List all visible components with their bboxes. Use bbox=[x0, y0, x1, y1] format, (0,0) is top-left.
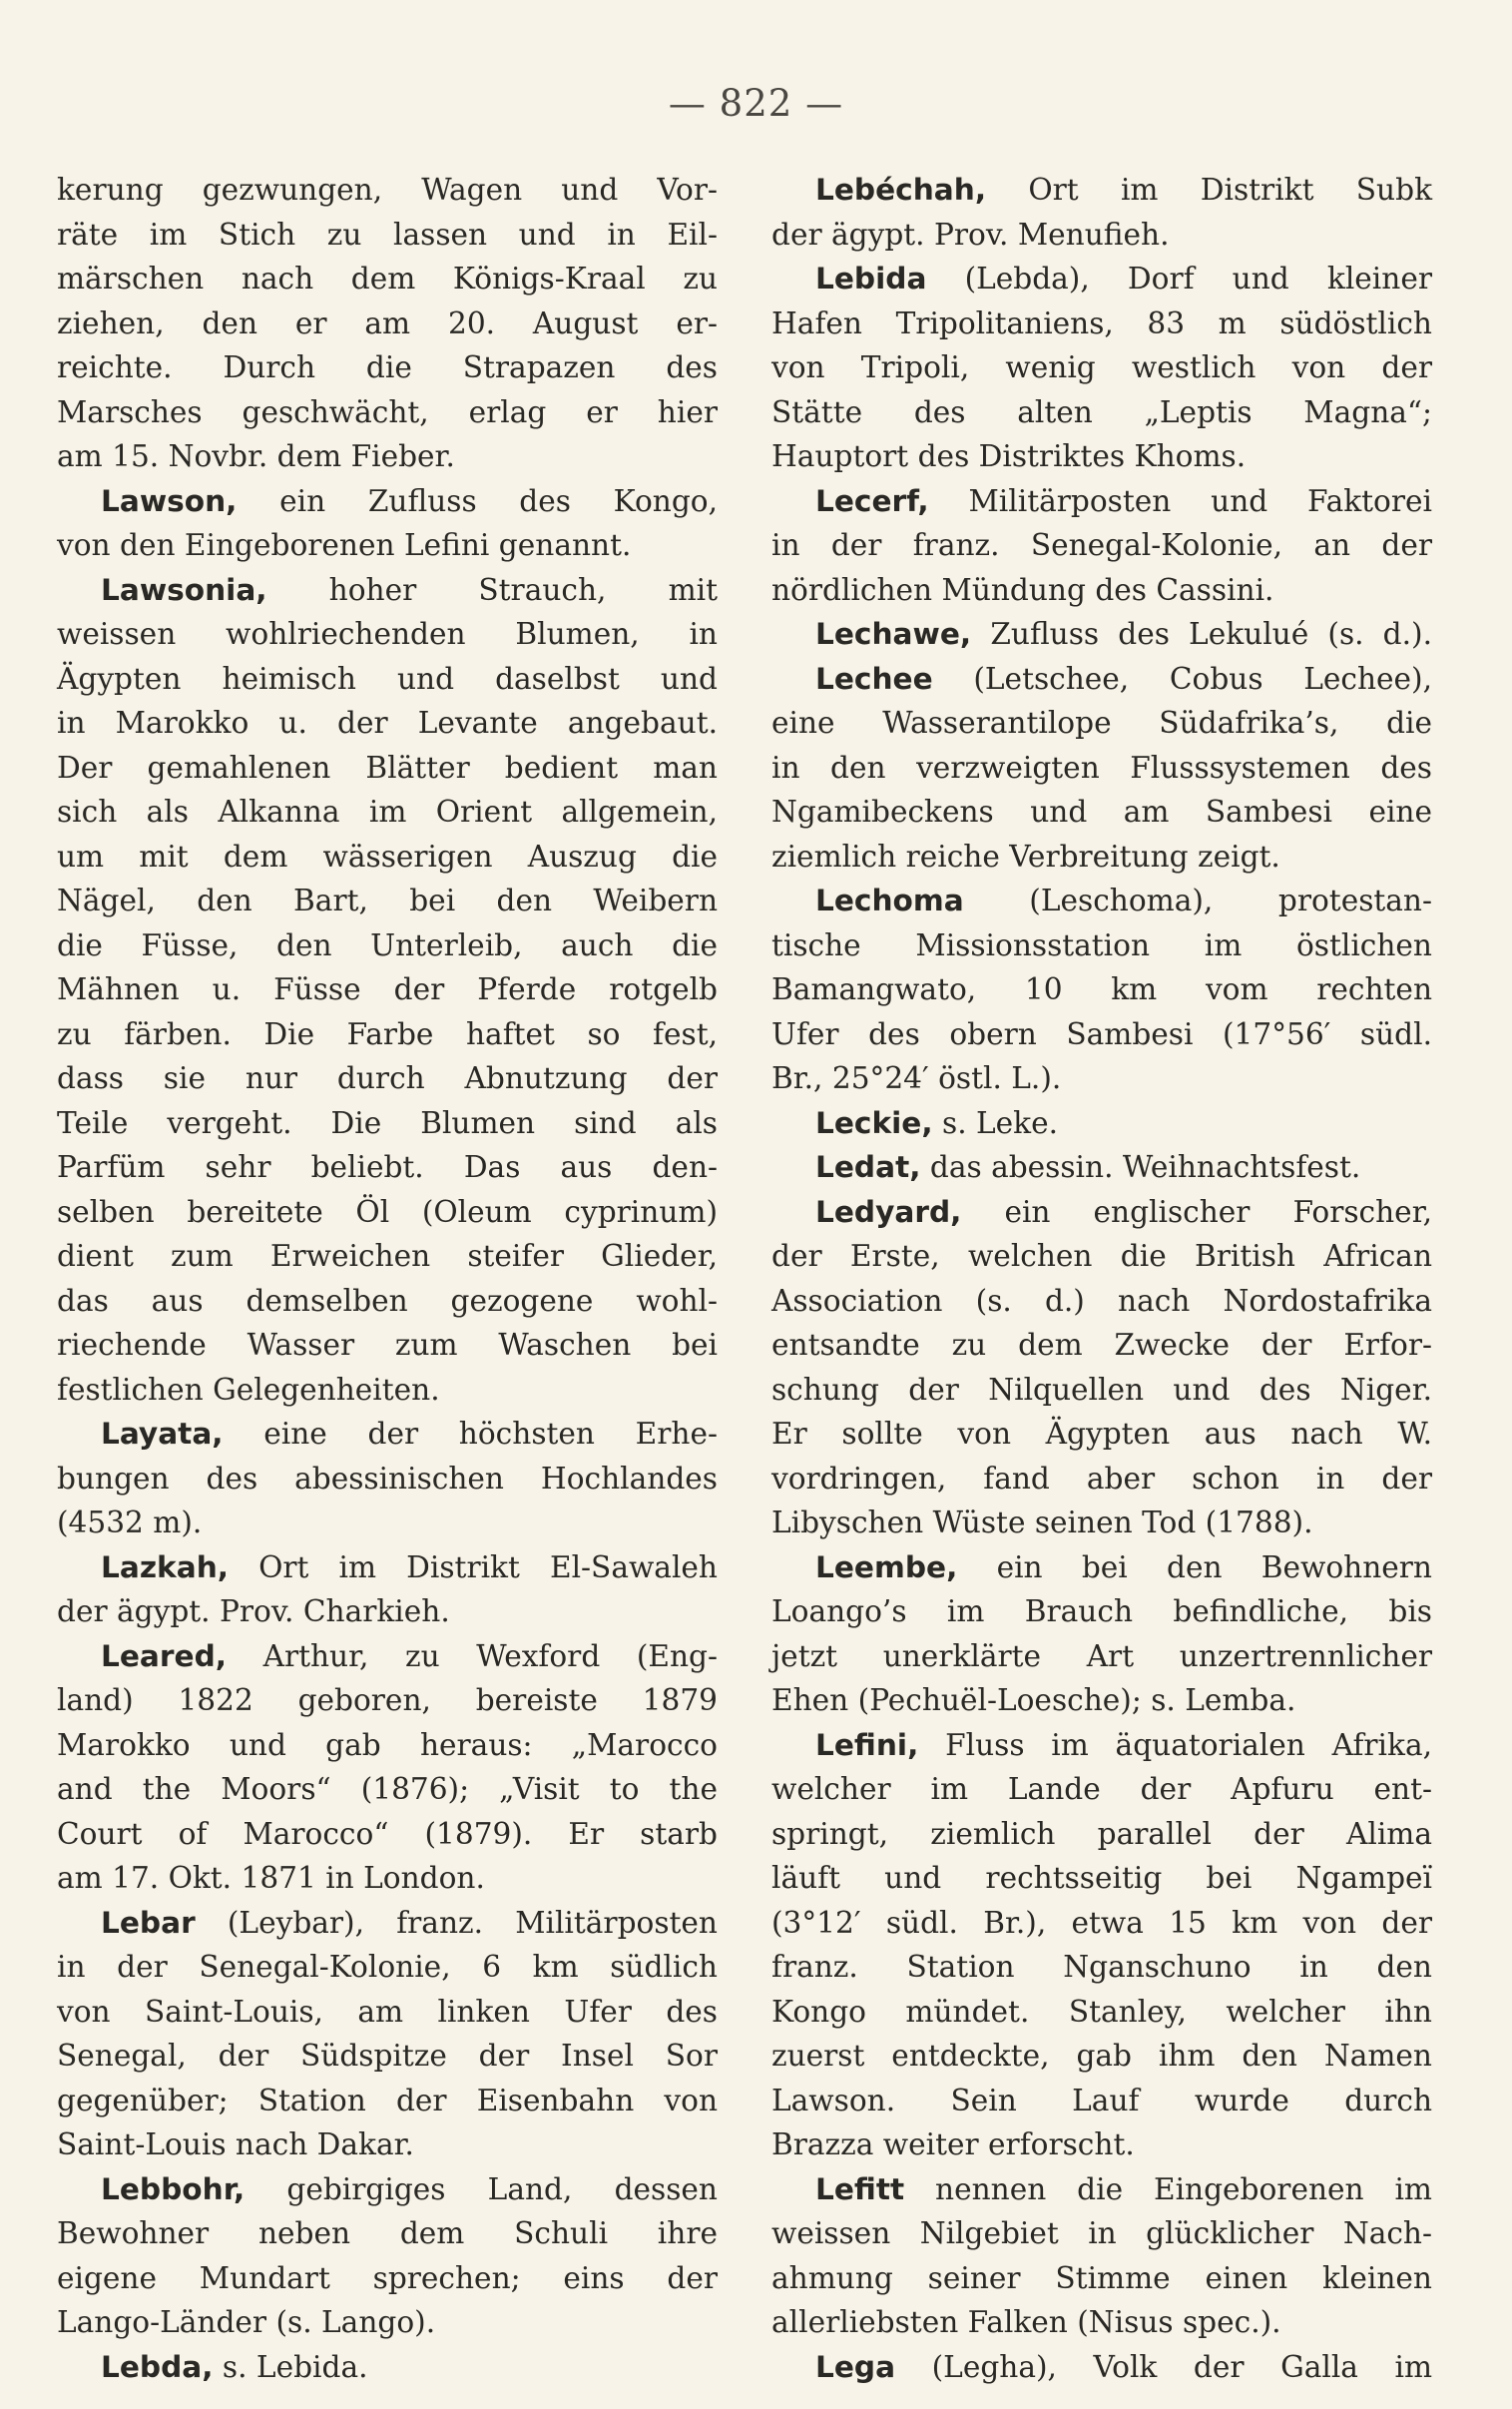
entry-text: (Leschoma), protestan- bbox=[963, 884, 1432, 917]
entry-text: in der franz. Senegal-Kolonie, an der bbox=[771, 528, 1432, 562]
entry-text: läuft und rechtsseitig bei Ngampeï bbox=[771, 1861, 1432, 1895]
entry-text: weissen Nilgebiet in glücklicher Nach- bbox=[771, 2216, 1432, 2250]
entry-text: (Leybar), franz. Militärposten bbox=[195, 1905, 718, 1940]
entry-text: vordringen, fand aber schon in der bbox=[771, 1461, 1432, 1496]
text-line bbox=[57, 1723, 718, 1768]
entry-text: Der gemahlenen Blätter bedient man bbox=[57, 750, 718, 785]
right-column bbox=[771, 168, 1432, 2389]
text-line bbox=[771, 1901, 1432, 1946]
text-line bbox=[771, 301, 1432, 346]
entry-headword: Lebda, bbox=[101, 2349, 214, 2384]
text-line bbox=[771, 701, 1432, 746]
entry-text: ein bei den Bewohnern bbox=[957, 1549, 1432, 1584]
text-line bbox=[57, 657, 718, 702]
entry-text: s. Lebida. bbox=[213, 2349, 368, 2384]
entry-text: ziehen, den er am 20. August er- bbox=[57, 305, 718, 340]
entry-text: eigene Mundart sprechen; eins der bbox=[57, 2260, 718, 2295]
entry-text: (Letschee, Cobus Lechee), bbox=[932, 661, 1432, 696]
entry-text: Libyschen Wüste seinen Tod (1788). bbox=[771, 1506, 1313, 1539]
text-line bbox=[771, 1634, 1432, 1679]
text-line bbox=[57, 1101, 718, 1146]
text-line bbox=[771, 612, 1432, 657]
text-line bbox=[771, 479, 1432, 524]
text-line bbox=[57, 2345, 718, 2390]
entry-text: entsandte zu dem Zwecke der Erfor- bbox=[771, 1328, 1432, 1362]
entry-headword: Lebar bbox=[101, 1905, 196, 1940]
entry-text: die Füsse, den Unterleib, auch die bbox=[57, 927, 718, 962]
text-line bbox=[771, 1723, 1432, 1768]
text-line bbox=[771, 835, 1432, 880]
text-line bbox=[57, 1234, 718, 1279]
text-line bbox=[57, 2300, 718, 2345]
text-line bbox=[771, 1945, 1432, 1990]
text-line bbox=[771, 1101, 1432, 1146]
entry-headword: Lechoma bbox=[815, 884, 964, 917]
text-line bbox=[771, 213, 1432, 258]
text-line bbox=[57, 434, 718, 479]
entry-text: Nägel, den Bart, bei den Weibern bbox=[57, 884, 718, 917]
text-line bbox=[57, 1323, 718, 1368]
entry-text: (3°12′ südl. Br.), etwa 15 km von der bbox=[771, 1905, 1432, 1940]
entry-text: Brazza weiter erforscht. bbox=[771, 2127, 1135, 2161]
entry-text: ahmung seiner Stimme einen kleinen bbox=[771, 2260, 1432, 2295]
text-line bbox=[771, 1812, 1432, 1857]
text-line bbox=[771, 1501, 1432, 1545]
text-line bbox=[57, 523, 718, 568]
entry-text: Arthur, zu Wexford (Eng- bbox=[227, 1638, 718, 1673]
entry-text: Parfüm sehr beliebt. Das aus den- bbox=[57, 1150, 718, 1184]
text-line bbox=[771, 1678, 1432, 1723]
entry-text: reichte. Durch die Strapazen des bbox=[57, 350, 718, 384]
entry-text: Zufluss des Lekulué (s. d.). bbox=[971, 617, 1432, 651]
text-line bbox=[771, 568, 1432, 613]
entry-text: nördlichen Mündung des Cassini. bbox=[771, 572, 1274, 607]
text-line bbox=[57, 967, 718, 1012]
entry-text: jetzt unerklärte Art unzertrennlicher bbox=[771, 1638, 1432, 1673]
entry-headword: Ledat, bbox=[815, 1150, 921, 1184]
entry-headword: Layata, bbox=[101, 1417, 224, 1451]
entry-headword: Lawson, bbox=[101, 483, 238, 518]
entry-text: der Erste, welchen die British African bbox=[771, 1239, 1432, 1273]
text-line bbox=[57, 1678, 718, 1723]
entry-text: selben bereitete Öl (Oleum cyprinum) bbox=[57, 1194, 718, 1229]
text-line bbox=[57, 1812, 718, 1857]
text-line bbox=[57, 1634, 718, 1679]
page-number: — 822 — bbox=[668, 82, 844, 125]
entry-headword: Lefini, bbox=[815, 1727, 919, 1762]
text-line bbox=[57, 1412, 718, 1457]
text-line bbox=[771, 2167, 1432, 2212]
text-line bbox=[771, 345, 1432, 390]
entry-text: eine Wasserantilope Südafrika’s, die bbox=[771, 706, 1432, 740]
text-line bbox=[771, 2300, 1432, 2345]
text-line bbox=[771, 1056, 1432, 1101]
entry-text: schung der Nilquellen und des Niger. bbox=[771, 1372, 1432, 1407]
text-line bbox=[57, 923, 718, 968]
text-line bbox=[57, 701, 718, 746]
text-line bbox=[57, 1457, 718, 1502]
text-line bbox=[57, 1990, 718, 2035]
entry-text: Kongo mündet. Stanley, welcher ihn bbox=[771, 1994, 1432, 2029]
entry-text: s. Leke. bbox=[932, 1105, 1059, 1140]
entry-text: allerliebsten Falken (Nisus spec.). bbox=[771, 2305, 1281, 2339]
text-line bbox=[771, 1990, 1432, 2035]
entry-text: land) 1822 geboren, bereiste 1879 bbox=[57, 1683, 718, 1717]
text-line bbox=[771, 657, 1432, 702]
text-line bbox=[57, 1589, 718, 1634]
text-line bbox=[57, 1856, 718, 1901]
entry-text: weissen wohlriechenden Blumen, in bbox=[57, 617, 718, 651]
text-line bbox=[771, 1545, 1432, 1590]
text-line bbox=[771, 2211, 1432, 2256]
text-line bbox=[57, 1145, 718, 1190]
text-line bbox=[771, 2345, 1432, 2390]
entry-headword: Lazkah, bbox=[101, 1549, 230, 1584]
entry-text: Association (s. d.) nach Nordostafrika bbox=[771, 1283, 1432, 1318]
entry-text: ziemlich reiche Verbreitung zeigt. bbox=[771, 839, 1280, 874]
text-line bbox=[57, 2122, 718, 2167]
entry-headword: Leembe, bbox=[815, 1549, 958, 1584]
entry-text: Saint-Louis nach Dakar. bbox=[57, 2127, 414, 2161]
text-line bbox=[57, 1501, 718, 1545]
entry-headword: Leared, bbox=[101, 1638, 227, 1673]
entry-text: (Legha), Volk der Galla im bbox=[895, 2349, 1432, 2384]
text-line bbox=[57, 479, 718, 524]
text-line bbox=[57, 2211, 718, 2256]
text-line bbox=[57, 1901, 718, 1946]
entry-text: Hafen Tripolitaniens, 83 m südöstlich bbox=[771, 305, 1432, 340]
text-line bbox=[57, 2034, 718, 2079]
text-line bbox=[771, 1234, 1432, 1279]
entry-text: Ngamibeckens und am Sambesi eine bbox=[771, 795, 1432, 829]
left-column bbox=[57, 168, 718, 2389]
entry-text: hoher Strauch, mit bbox=[266, 572, 718, 607]
entry-text: um mit dem wässerigen Auszug die bbox=[57, 839, 718, 874]
entry-text: von Tripoli, wenig westlich von der bbox=[771, 350, 1432, 384]
entry-text: Er sollte von Ägypten aus nach W. bbox=[771, 1417, 1432, 1451]
text-line bbox=[57, 835, 718, 880]
text-line bbox=[771, 1279, 1432, 1324]
entry-headword: Leckie, bbox=[815, 1105, 933, 1140]
entry-headword: Lawsonia, bbox=[101, 572, 267, 607]
entry-text: festlichen Gelegenheiten. bbox=[57, 1372, 440, 1407]
entry-text: nennen die Eingeborenen im bbox=[904, 2171, 1432, 2206]
entry-text: in den verzweigten Flusssystemen des bbox=[771, 750, 1432, 785]
entry-text: bungen des abessinischen Hochlandes bbox=[57, 1461, 718, 1496]
text-line bbox=[771, 746, 1432, 791]
entry-text: springt, ziemlich parallel der Alima bbox=[771, 1816, 1432, 1851]
entry-text: Bamangwato, 10 km vom rechten bbox=[771, 972, 1432, 1006]
entry-text: Ehen (Pechuël-Loesche); s. Lemba. bbox=[771, 1683, 1296, 1717]
entry-text: Marsches geschwächt, erlag er hier bbox=[57, 394, 718, 429]
entry-headword: Lebida bbox=[815, 262, 927, 296]
text-line bbox=[57, 301, 718, 346]
text-line bbox=[771, 2079, 1432, 2123]
entry-text: am 17. Okt. 1871 in London. bbox=[57, 1861, 485, 1895]
text-line bbox=[771, 1323, 1432, 1368]
text-line bbox=[57, 1012, 718, 1057]
entry-text: Hauptort des Distriktes Khoms. bbox=[771, 439, 1247, 473]
entry-headword: Lefitt bbox=[815, 2171, 905, 2206]
entry-text: Lango-Länder (s. Lango). bbox=[57, 2305, 436, 2339]
text-line bbox=[57, 1056, 718, 1101]
text-line bbox=[57, 1190, 718, 1235]
entry-text: räte im Stich zu lassen und in Eil- bbox=[57, 217, 718, 252]
entry-text: and the Moors“ (1876); „Visit to the bbox=[57, 1772, 718, 1806]
text-line bbox=[57, 2079, 718, 2123]
entry-text: von Saint-Louis, am linken Ufer des bbox=[57, 1994, 718, 2029]
text-line bbox=[57, 568, 718, 613]
text-line bbox=[771, 923, 1432, 968]
entry-text: Teile vergeht. Die Blumen sind als bbox=[57, 1105, 718, 1140]
entry-text: gegenüber; Station der Eisenbahn von bbox=[57, 2083, 718, 2117]
entry-text: Stätte des alten „Leptis Magna“; bbox=[771, 394, 1432, 429]
entry-text: der ägypt. Prov. Charkieh. bbox=[57, 1594, 450, 1628]
entry-text: Mähnen u. Füsse der Pferde rotgelb bbox=[57, 972, 718, 1006]
entry-text: in Marokko u. der Levante angebaut. bbox=[57, 706, 718, 740]
entry-text: das abessin. Weihnachtsfest. bbox=[920, 1150, 1361, 1184]
entry-text: zu färben. Die Farbe haftet so fest, bbox=[57, 1016, 718, 1051]
entry-text: dass sie nur durch Abnutzung der bbox=[57, 1061, 718, 1095]
text-line bbox=[771, 2256, 1432, 2301]
text-line bbox=[771, 2122, 1432, 2167]
entry-text: Militärposten und Faktorei bbox=[928, 483, 1432, 518]
entry-text: märschen nach dem Königs-Kraal zu bbox=[57, 262, 718, 296]
text-line bbox=[771, 1012, 1432, 1057]
text-line bbox=[771, 1368, 1432, 1413]
text-line bbox=[771, 967, 1432, 1012]
entry-text: (4532 m). bbox=[57, 1506, 203, 1539]
entry-text: das aus demselben gezogene wohl- bbox=[57, 1283, 718, 1318]
text-line bbox=[57, 1545, 718, 1590]
entry-text: (Lebda), Dorf und kleiner bbox=[926, 262, 1432, 296]
entry-text: Ägypten heimisch und daselbst und bbox=[57, 661, 718, 696]
text-line bbox=[57, 790, 718, 835]
text-line bbox=[771, 523, 1432, 568]
entry-text: ein englischer Forscher, bbox=[961, 1194, 1432, 1229]
entry-text: sich als Alkanna im Orient allgemein, bbox=[57, 795, 718, 829]
entry-text: Marokko und gab heraus: „Marocco bbox=[57, 1727, 718, 1762]
entry-text: Senegal, der Südspitze der Insel Sor bbox=[57, 2039, 718, 2073]
text-line bbox=[57, 168, 718, 213]
text-line bbox=[57, 1767, 718, 1812]
entry-headword: Lechawe, bbox=[815, 617, 972, 651]
text-line bbox=[771, 1589, 1432, 1634]
text-line bbox=[57, 257, 718, 301]
entry-text: Lawson. Sein Lauf wurde durch bbox=[771, 2083, 1432, 2117]
entry-text: riechende Wasser zum Waschen bei bbox=[57, 1328, 718, 1362]
entry-text: Court of Marocco“ (1879). Er starb bbox=[57, 1816, 718, 1851]
text-line bbox=[57, 345, 718, 390]
text-line bbox=[771, 1190, 1432, 1235]
entry-headword: Ledyard, bbox=[815, 1194, 962, 1229]
entry-text: eine der höchsten Erhe- bbox=[223, 1417, 718, 1451]
text-line bbox=[771, 790, 1432, 835]
entry-text: Ort im Distrikt El-Sawaleh bbox=[229, 1549, 718, 1584]
entry-text: Bewohner neben dem Schuli ihre bbox=[57, 2216, 718, 2250]
text-line bbox=[57, 1279, 718, 1324]
entry-text: ein Zufluss des Kongo, bbox=[237, 483, 718, 518]
entry-text: der ägypt. Prov. Menufieh. bbox=[771, 217, 1170, 252]
entry-text: welcher im Lande der Apfuru ent- bbox=[771, 1772, 1432, 1806]
entry-text: Ort im Distrikt Subk bbox=[986, 173, 1432, 207]
entry-text: Ufer des obern Sambesi (17°56′ südl. bbox=[771, 1016, 1432, 1051]
text-line bbox=[771, 257, 1432, 301]
entry-text: gebirgiges Land, dessen bbox=[245, 2171, 718, 2206]
text-line bbox=[771, 168, 1432, 213]
entry-text: dient zum Erweichen steifer Glieder, bbox=[57, 1239, 718, 1273]
text-line bbox=[771, 2034, 1432, 2079]
text-line bbox=[57, 612, 718, 657]
text-line bbox=[771, 879, 1432, 923]
entry-headword: Lebéchah, bbox=[815, 173, 987, 207]
text-line bbox=[57, 213, 718, 258]
entry-text: Loango’s im Brauch befindliche, bis bbox=[771, 1594, 1432, 1628]
text-line bbox=[57, 746, 718, 791]
text-line bbox=[771, 1412, 1432, 1457]
entry-headword: Lechee bbox=[815, 661, 933, 696]
entry-text: tische Missionsstation im östlichen bbox=[771, 927, 1432, 962]
text-line bbox=[771, 390, 1432, 435]
text-line bbox=[57, 1368, 718, 1413]
text-line bbox=[57, 2167, 718, 2212]
entry-headword: Lecerf, bbox=[815, 483, 929, 518]
text-line bbox=[771, 1856, 1432, 1901]
entry-text: kerung gezwungen, Wagen und Vor- bbox=[57, 173, 718, 207]
text-line bbox=[771, 1767, 1432, 1812]
entry-text: Br., 25°24′ östl. L.). bbox=[771, 1061, 1062, 1095]
text-line bbox=[771, 1145, 1432, 1190]
text-line bbox=[57, 879, 718, 923]
text-line bbox=[57, 390, 718, 435]
entry-headword: Lebbohr, bbox=[101, 2171, 246, 2206]
entry-text: zuerst entdeckte, gab ihm den Namen bbox=[771, 2039, 1432, 2073]
text-line bbox=[771, 434, 1432, 479]
text-line bbox=[57, 1945, 718, 1990]
entry-headword: Lega bbox=[815, 2349, 896, 2384]
entry-text: von den Eingeborenen Lefini genannt. bbox=[57, 528, 632, 562]
text-line bbox=[771, 1457, 1432, 1502]
entry-text: franz. Station Nganschuno in den bbox=[771, 1950, 1432, 1984]
text-line bbox=[57, 2256, 718, 2301]
entry-text: Fluss im äquatorialen Afrika, bbox=[918, 1727, 1432, 1762]
entry-text: am 15. Novbr. dem Fieber. bbox=[57, 439, 455, 473]
entry-text: in der Senegal-Kolonie, 6 km südlich bbox=[57, 1950, 718, 1984]
